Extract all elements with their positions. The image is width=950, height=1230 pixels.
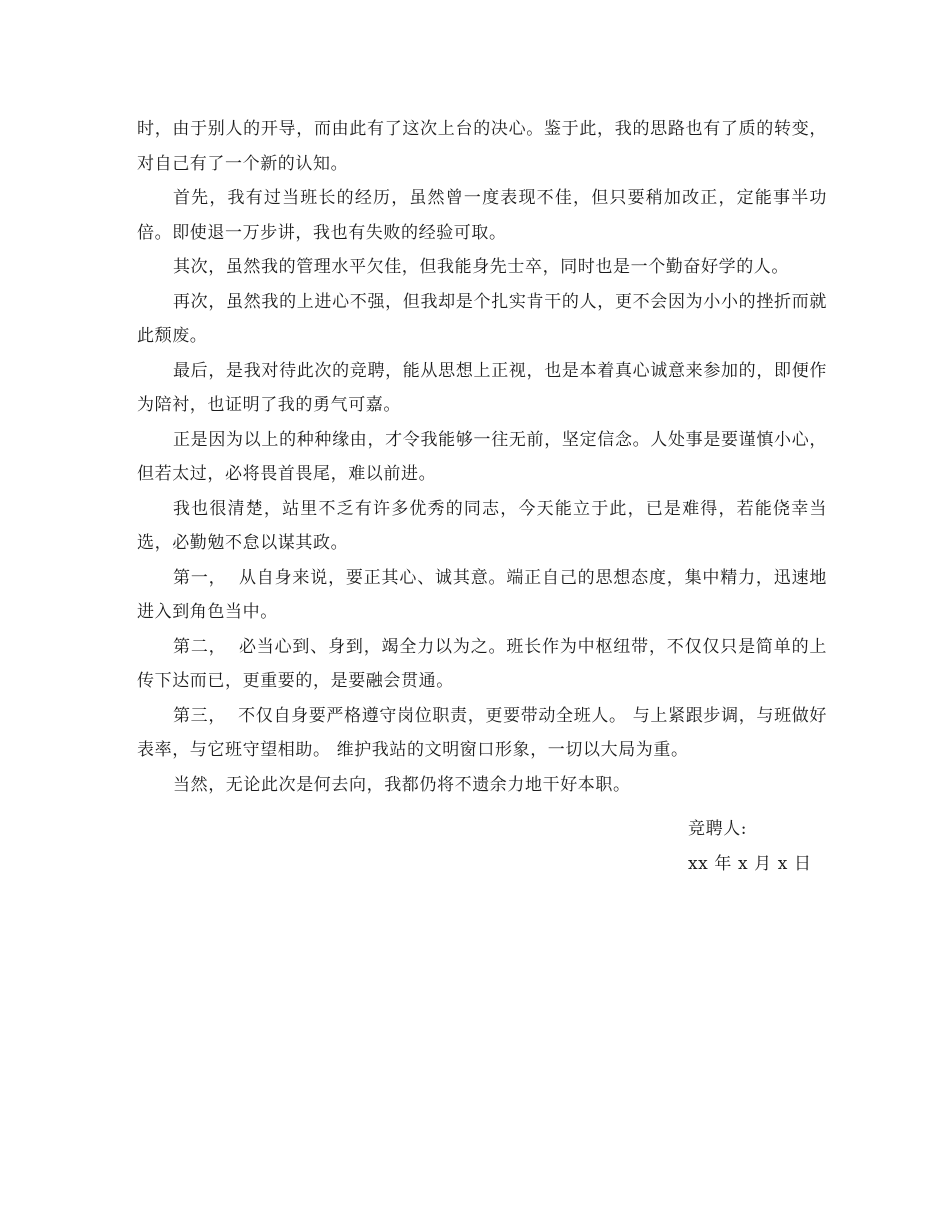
document-body xyxy=(137,112,827,802)
paragraph-continuation: 时，由于别人的开导，而由此有了这次上台的决心。鉴于此，我的思路也有了质的转变，对自己有了一个新的认知。 xyxy=(137,119,827,174)
paragraph-third-point: 再次，虽然我的上进心不强，但我却是个扎实肯干的人，更不会因为小小的挫折而就此颓废。 xyxy=(137,291,827,346)
signature-block xyxy=(688,812,888,881)
paragraph-awareness: 我也很清楚，站里不乏有许多优秀的同志，今天能立于此，已是难得，若能侥幸当选，必勤勉不怠以谋其政。 xyxy=(137,498,827,553)
paragraph-last-point: 最后，是我对待此次的竞聘，能从思想上正视，也是本着真心诚意来参加的，即便作为陪衬，也证明了我的勇气可嘉。 xyxy=(137,360,827,415)
paragraph-reasons: 正是因为以上的种种缘由，才令我能够一往无前，坚定信念。人处事是要谨慎小心，但若太过，必将畏首畏尾，难以前进。 xyxy=(137,429,827,484)
paragraph-second-point: 其次，虽然我的管理水平欠佳，但我能身先士卒，同时也是一个勤奋好学的人。 xyxy=(173,257,789,277)
paragraph-first-point: 首先，我有过当班长的经历，虽然曾一度表现不佳，但只要稍加改正，定能事半功倍。即使退一万步讲，我也有失败的经验可取。 xyxy=(137,188,827,243)
signature-date: xx 年 x 月 x 日 xyxy=(688,853,812,874)
paragraph-plan-one: 第一， 从自身来说，要正其心、诚其意。端正自己的思想态度，集中精力，迅速地进入到角色当中。 xyxy=(137,567,827,622)
paragraph-plan-two: 第二， 必当心到、身到，竭全力以为之。班长作为中枢纽带，不仅仅只是简单的上传下达而已，更重要的，是要融会贯通。 xyxy=(137,636,827,691)
applicant-label: 竞聘人: xyxy=(688,819,748,839)
paragraph-closing: 当然，无论此次是何去向，我都仍将不遗余力地干好本职。 xyxy=(173,774,631,795)
paragraph-plan-three: 第三， 不仅自身要严格遵守岗位职责，更要带动全班人。 与上紧跟步调，与班做好表率，与它班守望相助。 维护我站的文明窗口形象，一切以大局为重。 xyxy=(137,705,827,760)
